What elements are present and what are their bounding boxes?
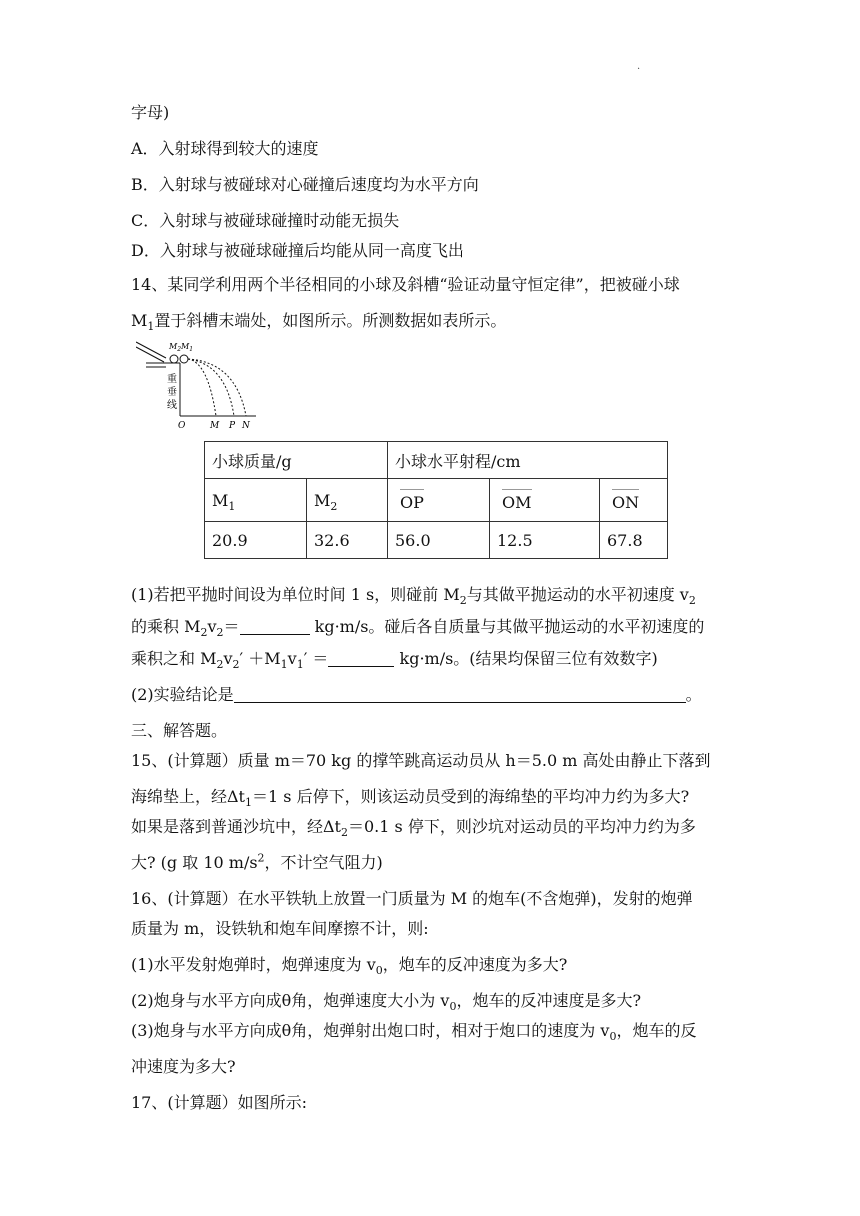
- collision-apparatus-figure: [136, 338, 260, 432]
- q16-line-1: 16、(计算题）在水平铁轨上放置一门质量为 M 的炮车(不含炮弹)，发射的炮弹: [131, 889, 693, 908]
- table-cell-op-label: OP: [388, 479, 490, 522]
- q15-line-2: 海绵垫上，经$\Delta t_1=1$ s 后停下，则该运动员受到的海绵垫的平均冲力约为多大?: [131, 787, 690, 810]
- q13-option-a: A．入射球得到较大的速度: [131, 139, 319, 158]
- figure-label-o: O: [178, 421, 186, 431]
- q13-option-c: C．入射球与被碰球碰撞时动能无损失: [131, 211, 400, 230]
- table-cell-on-value: 67.8: [600, 522, 668, 559]
- table-cell-op-value: 56.0: [388, 522, 490, 559]
- measurement-table: [204, 441, 668, 559]
- table-cell-om-value: 12.5: [490, 522, 600, 559]
- figure-label-n: N: [242, 421, 250, 431]
- q14-part2: (2)实验结论是 。: [131, 685, 702, 704]
- q16-line-3: (1)水平发射炮弹时，炮弹速度为 $v_0$，炮车的反冲速度为多大?: [131, 955, 568, 978]
- figure-label-xian: 线: [167, 400, 177, 411]
- q15-line-3: 如果是落到普通沙坑中，经$\Delta t_2=0.1$ s 停下，则沙坑对运动员的平均冲力约为多: [131, 817, 696, 840]
- figure-label-p: P: [229, 421, 236, 431]
- figure-label-zhong: 重: [167, 374, 177, 385]
- page-mark: ·: [637, 64, 641, 75]
- answer-blank-2[interactable]: [328, 650, 394, 667]
- table-row: [205, 479, 668, 522]
- q16-line-4: (2)炮身与水平方向成θ角，炮弹速度大小为 $v_0$，炮车的反冲速度是多大?: [131, 991, 642, 1014]
- table-row: [205, 522, 668, 559]
- figure-label-m2: $M_2$: [169, 342, 182, 353]
- figure-label-m: M: [210, 421, 220, 431]
- q16-line-2: 质量为 m，设铁轨和炮车间摩擦不计，则:: [131, 919, 429, 938]
- q14-line-2: $M_1$置于斜槽末端处，如图所示。所测数据如表所示。: [131, 311, 507, 334]
- q13-option-d: D．入射球与被碰球碰撞后均能从同一高度飞出: [131, 241, 464, 260]
- q16-line-5: (3)炮身与水平方向成θ角，炮弹射出炮口时，相对于炮口的速度为 $v_0$，炮车的反: [131, 1021, 697, 1044]
- q15-line-4: 大? (g 取 10 $m/s^2$，不计空气阻力): [131, 851, 383, 872]
- table-cell-om-label: OM: [490, 479, 600, 522]
- table-cell-m1-label: $M_1$: [205, 479, 307, 522]
- table-header-range: 小球水平射程/cm: [388, 442, 668, 479]
- table-cell-m1-value: 20.9: [205, 522, 307, 559]
- answer-blank-1[interactable]: [240, 618, 310, 635]
- table-cell-m2-value: 32.6: [307, 522, 388, 559]
- q14-part1-line-3: 乘积之和 $M_2v_2' +M_1v_1' = kg\cdot m/s$。(结果均保留三位有效数字): [131, 649, 658, 672]
- table-cell-m2-label: $M_2$: [307, 479, 388, 522]
- figure-label-chui: 垂: [167, 387, 177, 398]
- q16-line-6: 冲速度为多大?: [131, 1057, 236, 1076]
- q14-part1-line-2: 的乘积 $M_2v_2= kg\cdot m/s$。碰后各自质量与其做平抛运动的水平初速度的: [131, 617, 705, 640]
- q15-line-1: 15、(计算题）质量 m＝70 kg 的撑竿跳高运动员从 h＝5.0 m 高处由静止下落到: [131, 751, 711, 770]
- q17-line-1: 17、(计算题）如图所示:: [131, 1093, 307, 1112]
- table-row: [205, 442, 668, 479]
- table-header-mass: 小球质量/g: [205, 442, 388, 479]
- q13-option-b: B．入射球与被碰球对心碰撞后速度均为水平方向: [131, 175, 479, 194]
- table-cell-on-label: ON: [600, 479, 668, 522]
- figure-label-m1: $M_1$: [181, 342, 194, 353]
- q14-part1-line-1: (1)若把平抛时间设为单位时间 1 s，则碰前 $M_2$与其做平抛运动的水平初速度 $v_2$: [131, 585, 696, 608]
- q13-continuation: 字母): [131, 103, 170, 122]
- q14-line-1: 14、某同学利用两个半径相同的小球及斜槽“验证动量守恒定律”，把被碰小球: [131, 275, 680, 294]
- answer-blank-conclusion[interactable]: [234, 686, 686, 703]
- section-heading: 三、解答题。: [131, 721, 228, 740]
